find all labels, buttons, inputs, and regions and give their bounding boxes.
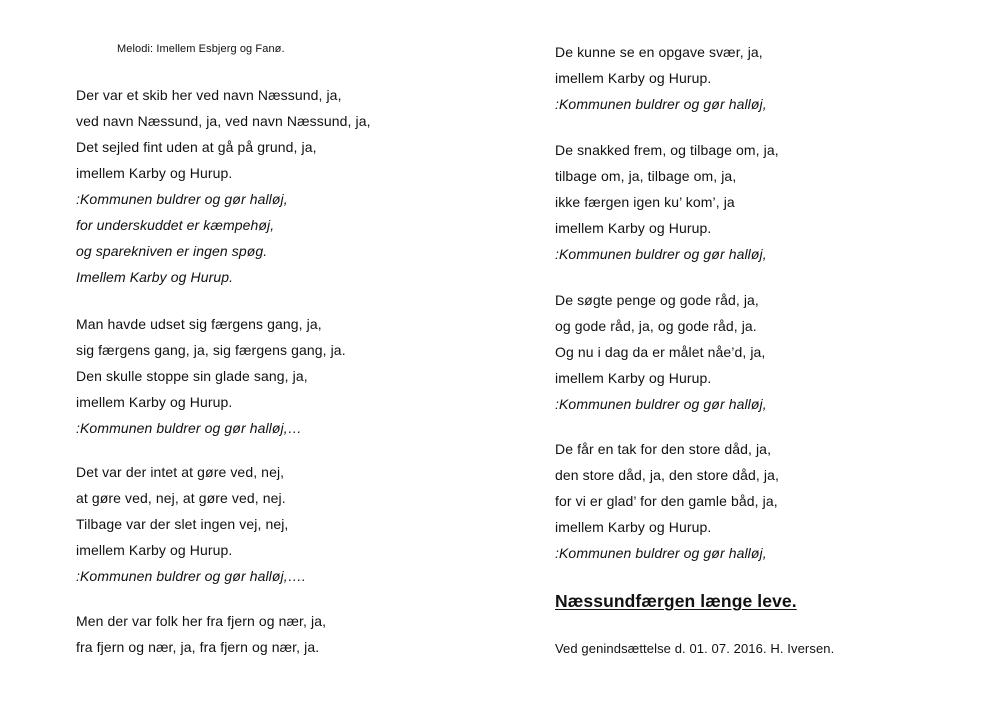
verse-1-line-3: Det sejled fint uden at gå på grund, ja, (76, 139, 317, 155)
song-title: Næssundfærgen længe leve. (555, 591, 797, 611)
verse-5-line-2: imellem Karby og Hurup. (555, 70, 712, 86)
verse-1-line-2: ved navn Næssund, ja, ved navn Næssund, ja, (76, 113, 371, 129)
verse-7-line-2: og gode råd, ja, og gode råd, ja. (555, 318, 757, 334)
verse-6-line-4: imellem Karby og Hurup. (555, 220, 712, 236)
verse-5-refrain-1: :Kommunen buldrer og gør halløj, (555, 96, 767, 112)
verse-3-line-1: Det var der intet at gøre ved, nej, (76, 464, 285, 480)
verse-1-refrain-4: Imellem Karby og Hurup. (76, 269, 234, 285)
verse-5-line-1: De kunne se en opgave svær, ja, (555, 44, 763, 60)
verse-4-line-2: fra fjern og nær, ja, fra fjern og nær, ja. (76, 639, 320, 655)
verse-6-line-1: De snakked frem, og tilbage om, ja, (555, 142, 779, 158)
verse-2-line-2: sig færgens gang, ja, sig færgens gang, ja. (76, 342, 346, 358)
verse-3-refrain-1: :Kommunen buldrer og gør halløj,…. (76, 568, 306, 584)
verse-1-line-4: imellem Karby og Hurup. (76, 165, 233, 181)
verse-8-line-3: for vi er glad’ for den gamle båd, ja, (555, 493, 778, 509)
verse-6-line-2: tilbage om, ja, tilbage om, ja, (555, 168, 737, 184)
verse-7-line-1: De søgte penge og gode råd, ja, (555, 292, 759, 308)
verse-1-refrain-1: :Kommunen buldrer og gør halløj, (76, 191, 288, 207)
verse-8-line-1: De får en tak for den store dåd, ja, (555, 441, 772, 457)
verse-6-refrain-1: :Kommunen buldrer og gør halløj, (555, 246, 767, 262)
verse-2-line-1: Man havde udset sig færgens gang, ja, (76, 316, 322, 332)
verse-1-refrain-2: for underskuddet er kæmpehøj, (76, 217, 275, 233)
verse-2-line-4: imellem Karby og Hurup. (76, 394, 233, 410)
verse-7-line-4: imellem Karby og Hurup. (555, 370, 712, 386)
verse-1-refrain-3: og sparekniven er ingen spøg. (76, 243, 268, 259)
verse-1-line-1: Der var et skib her ved navn Næssund, ja, (76, 87, 342, 103)
melody-line: Melodi: Imellem Esbjerg og Fanø. (117, 43, 285, 55)
verse-7-refrain-1: :Kommunen buldrer og gør halløj, (555, 396, 767, 412)
verse-8-refrain-1: :Kommunen buldrer og gør halløj, (555, 545, 767, 561)
verse-8-line-4: imellem Karby og Hurup. (555, 519, 712, 535)
verse-7-line-3: Og nu i dag da er målet nåe’d, ja, (555, 344, 766, 360)
verse-2-line-3: Den skulle stoppe sin glade sang, ja, (76, 368, 308, 384)
verse-3-line-4: imellem Karby og Hurup. (76, 542, 233, 558)
verse-8-line-2: den store dåd, ja, den store dåd, ja, (555, 467, 779, 483)
signature-line: Ved genindsættelse d. 01. 07. 2016. H. Iversen. (555, 641, 835, 656)
verse-4-line-1: Men der var folk her fra fjern og nær, ja, (76, 613, 327, 629)
verse-3-line-3: Tilbage var der slet ingen vej, nej, (76, 516, 289, 532)
verse-6-line-3: ikke færgen igen ku’ kom’, ja (555, 194, 735, 210)
verse-3-line-2: at gøre ved, nej, at gøre ved, nej. (76, 490, 286, 506)
verse-2-refrain-1: :Kommunen buldrer og gør halløj,… (76, 420, 302, 436)
